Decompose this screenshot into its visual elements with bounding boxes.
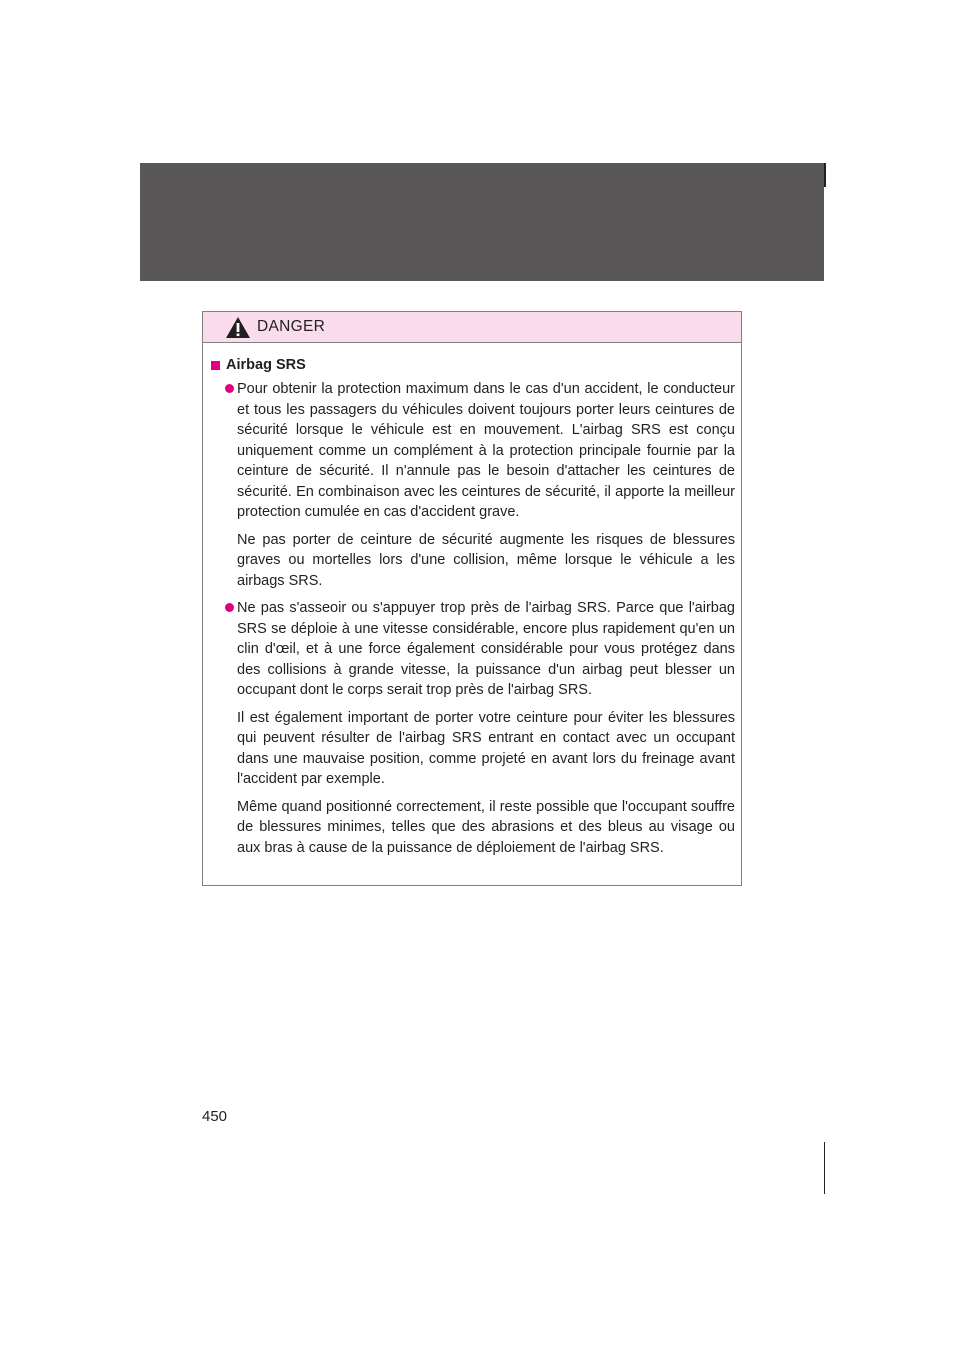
bullet-item xyxy=(211,598,741,858)
section-heading-text: Airbag SRS xyxy=(226,357,306,373)
page-number: 450 xyxy=(202,1108,228,1125)
section-heading xyxy=(211,357,741,373)
paragraph: Ne pas s'asseoir ou s'appuyer trop près de l'airbag SRS. Parce que l'airbag SRS se déploie à une vitesse considérable, encore plus rapidement qu'en un clin d'œil, et à une force également considérable pour vous protégez dans des collisions à grande vitesse, la puissance d'un airbag peut blesser un occupant dont le corps serait trop près de l'airbag SRS. xyxy=(237,600,735,698)
paragraph: Pour obtenir la protection maximum dans le cas d'un accident, le conducteur et tous les passagers du véhicules doivent toujours porter leurs ceintures de sécurité lorsque le véhicule est en mouvement. L'airbag SRS est conçu uniquement comme un complément à la protection principale fournie par la ceinture de sécurité. Il n'annule pas le besoin d'attacher les ceintures de sécurité. En combinaison avec les ceintures de sécurité, il apporte la meilleur protection cumulée en cas d'accident grave. xyxy=(237,381,735,520)
paragraph: Il est également important de porter votre ceinture pour éviter les blessures qui peuvent résulter de l'airbag SRS entrant en contact avec un occupant dans une mauvaise position, comme projeté en avant lors du freinage avant l'accident par exemple. xyxy=(237,709,735,787)
danger-title: DANGER xyxy=(257,318,326,335)
paragraph: Ne pas porter de ceinture de sécurité augmente les risques de blessures graves ou mortelles lors d'une collision, même lorsque le véhicule a les airbags SRS. xyxy=(237,531,735,589)
crop-mark-top xyxy=(824,163,826,187)
paragraph: Même quand positionné correctement, il reste possible que l'occupant souffre de blessures minimes, telles que des abrasions et des bleus au visage ou aux bras à cause de la puissance de déploiement de l'airbag SRS. xyxy=(237,798,735,856)
bullet-item xyxy=(211,379,741,591)
danger-header xyxy=(203,312,741,343)
danger-box xyxy=(202,311,742,886)
danger-body xyxy=(203,343,741,858)
crop-mark-bottom xyxy=(824,1142,825,1194)
header-band xyxy=(140,163,824,281)
round-bullet-icon xyxy=(225,603,234,612)
round-bullet-icon xyxy=(225,384,234,393)
warning-triangle-icon xyxy=(225,316,251,339)
square-bullet-icon xyxy=(211,361,220,370)
